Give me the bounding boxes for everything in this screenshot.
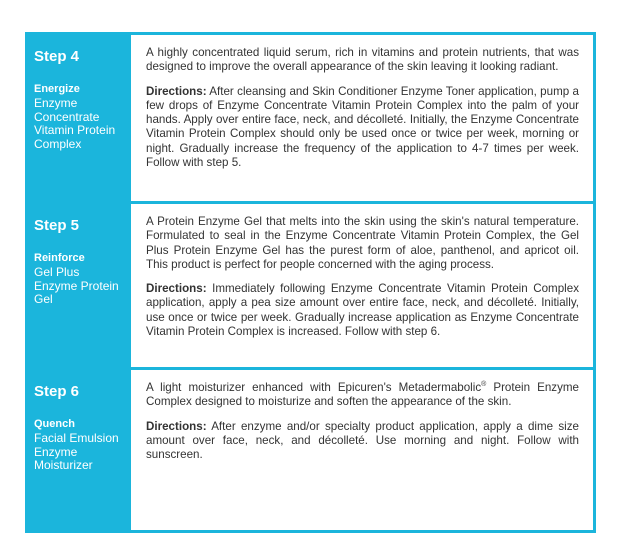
step-content (146, 215, 579, 349)
step-sidebar (28, 370, 131, 530)
directions-text: After enzyme and/or specialty product application, apply a dime size amount over face, neck, and décolleté. Use morning and night. Follow with sunscreen. (146, 419, 579, 462)
step-content (146, 381, 579, 472)
directions-text: After cleansing and Skin Conditioner Enzyme Toner application, pump a few drops of Enzyme Concentrate Vitamin Protein Complex into the palm of your hands. Apply over entire face, neck, and décolleté. Initially, the Enzyme Concentrate Vitamin Protein Complex should only be used once or twice per week, morning or night. Gradually increase the frequency of the application to 4-7 times per week. Follow with step 5. (146, 84, 579, 170)
step-content (146, 46, 579, 180)
directions-label: Directions: (146, 84, 207, 98)
product-name: Gel Plus Enzyme Protein Gel (34, 265, 119, 306)
step-directions (146, 85, 579, 171)
step-directions (146, 420, 579, 463)
directions-label: Directions: (146, 282, 207, 296)
step-row-6 (28, 370, 593, 530)
product-name: Enzyme Concentrate Vitamin Protein Complex (34, 96, 116, 151)
steps-table (25, 32, 596, 533)
step-sidebar (28, 35, 131, 201)
step-keyword: Energize (34, 83, 80, 95)
step-description: A highly concentrated liquid serum, rich in vitamins and protein nutrients, that was designed to improve the overall appearance of the skin leaving it looking radiant. (146, 46, 579, 74)
step-row-4 (28, 35, 593, 201)
step-number: Step 6 (34, 383, 80, 400)
registered-mark: ® (481, 381, 487, 389)
step-keyword: Quench (34, 418, 75, 430)
step-number: Step 5 (34, 217, 80, 234)
directions-label: Directions: (146, 419, 207, 433)
step-keyword: Reinforce (34, 252, 85, 264)
step-row-5 (28, 204, 593, 367)
description-text: Protein Enzyme Complex designed to moisturize and soften the appearance of the skin. (146, 381, 579, 409)
step-number: Step 4 (34, 48, 80, 65)
step-directions (146, 282, 579, 339)
directions-text: Immediately following Enzyme Concentrate Vitamin Protein Complex application, apply a pea size amount over entire face, neck, and décolleté. Initially, use once or twice per week. Gradually increase application as Enzyme Concentrate Vitamin Protein Complex is increased. Follow with step 6. (146, 282, 579, 339)
step-description: A Protein Enzyme Gel that melts into the skin using the skin's natural temperature. Formulated to seal in the Enzyme Concentrate Vitamin Protein Complex, the Gel Plus Protein Enzyme Gel has the purest form of aloe, panthenol, and apricot oil. This product is perfect for people concerned with the aging process. (146, 215, 579, 271)
description-text: A light moisturizer enhanced with Epicuren's Metadermabolic (146, 381, 482, 394)
step-description (146, 381, 579, 410)
step-sidebar (28, 204, 131, 367)
product-name: Facial Emulsion Enzyme Moisturizer (34, 431, 119, 472)
